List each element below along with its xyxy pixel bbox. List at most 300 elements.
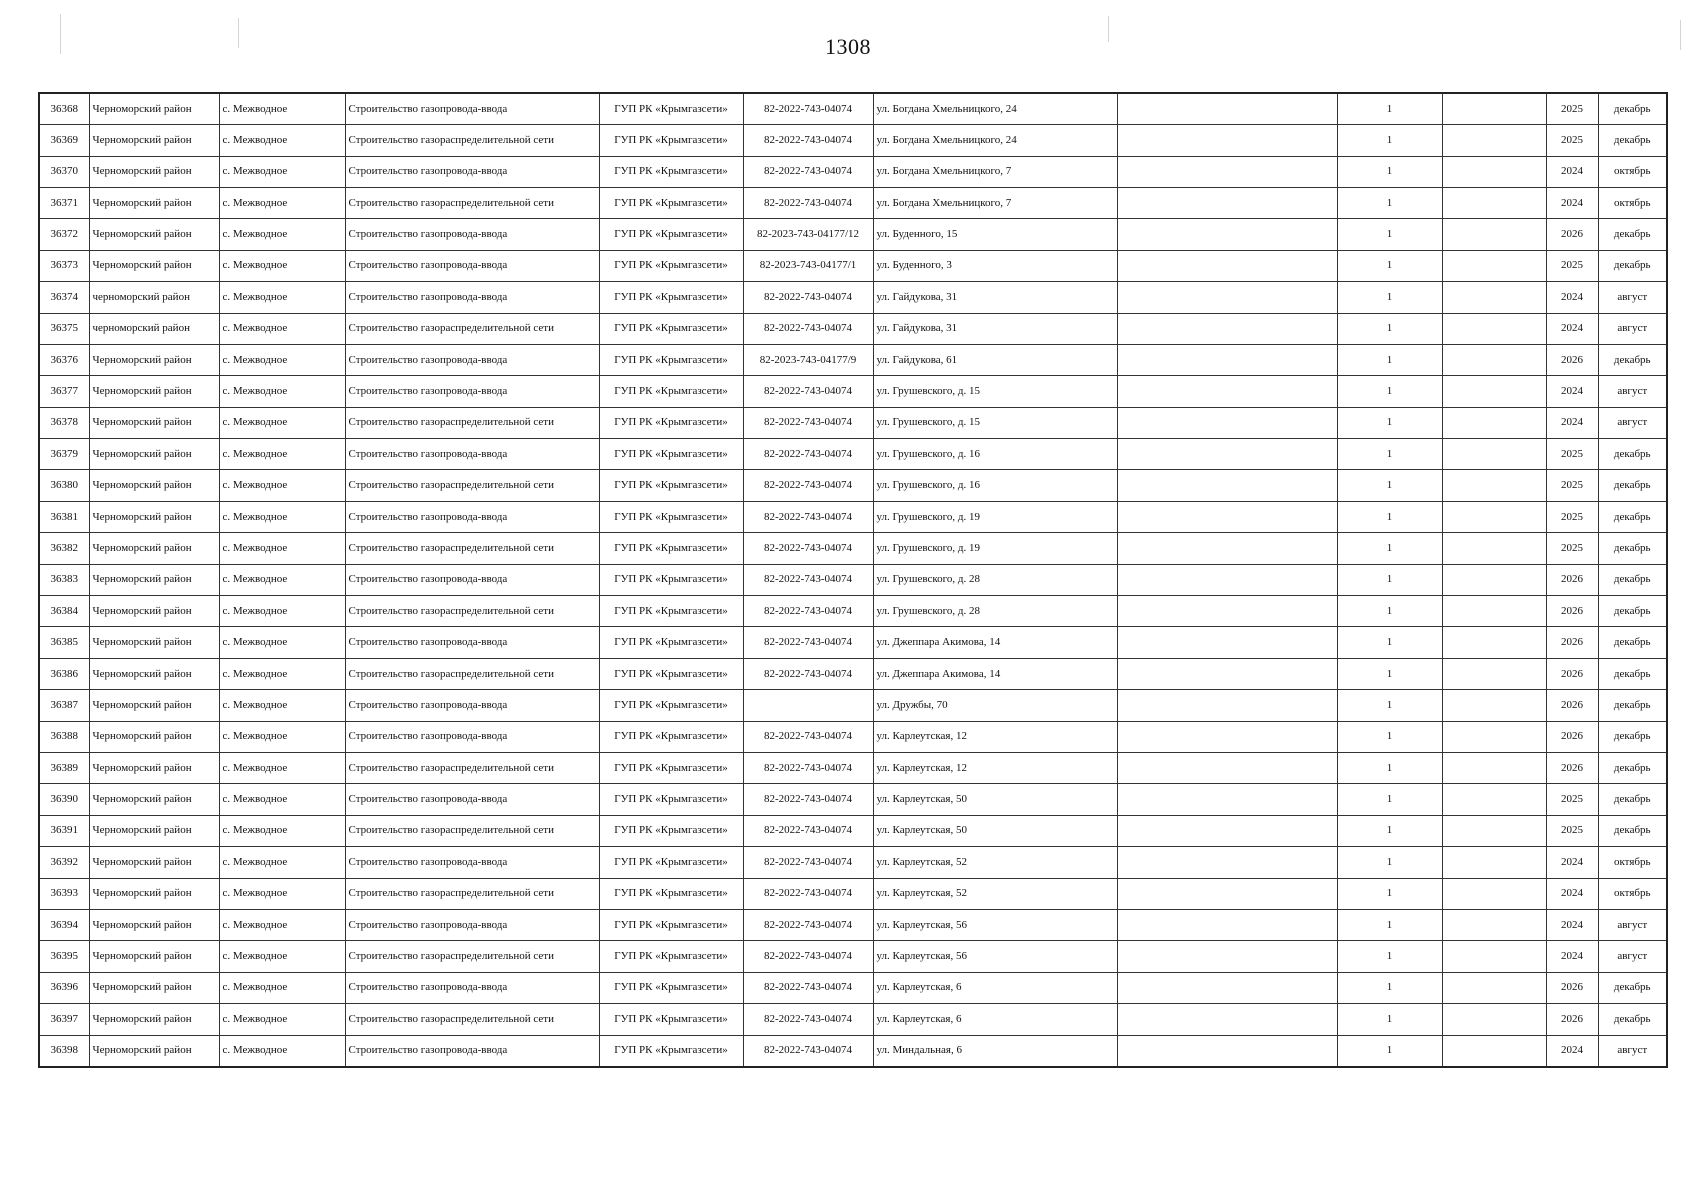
year-cell: 2026 bbox=[1546, 564, 1598, 595]
empty-cell bbox=[1117, 407, 1337, 438]
empty-cell bbox=[1442, 941, 1546, 972]
quantity-cell: 1 bbox=[1337, 533, 1442, 564]
table-row bbox=[39, 470, 1667, 501]
year-cell: 2026 bbox=[1546, 658, 1598, 689]
quantity-cell: 1 bbox=[1337, 784, 1442, 815]
table-row bbox=[39, 690, 1667, 721]
village-cell: с. Межводное bbox=[219, 658, 345, 689]
row-number: 36378 bbox=[39, 407, 89, 438]
empty-cell bbox=[1442, 470, 1546, 501]
register-table bbox=[38, 92, 1668, 1068]
address-cell: ул. Буденного, 15 bbox=[873, 219, 1117, 250]
village-cell: с. Межводное bbox=[219, 909, 345, 940]
organization-cell: ГУП РК «Крымгазсети» bbox=[599, 219, 743, 250]
empty-cell bbox=[1117, 439, 1337, 470]
year-cell: 2025 bbox=[1546, 784, 1598, 815]
organization-cell: ГУП РК «Крымгазсети» bbox=[599, 847, 743, 878]
organization-cell: ГУП РК «Крымгазсети» bbox=[599, 690, 743, 721]
address-cell: ул. Богдана Хмельницкого, 7 bbox=[873, 156, 1117, 187]
village-cell: с. Межводное bbox=[219, 501, 345, 532]
village-cell: с. Межводное bbox=[219, 533, 345, 564]
empty-cell bbox=[1442, 690, 1546, 721]
year-cell: 2024 bbox=[1546, 1035, 1598, 1067]
month-cell: август bbox=[1598, 909, 1667, 940]
row-number: 36370 bbox=[39, 156, 89, 187]
project-code-cell: 82-2022-743-04074 bbox=[743, 753, 873, 784]
empty-cell bbox=[1442, 439, 1546, 470]
empty-cell bbox=[1117, 125, 1337, 156]
table-row bbox=[39, 1004, 1667, 1035]
address-cell: ул. Грушевского, д. 19 bbox=[873, 501, 1117, 532]
empty-cell bbox=[1442, 596, 1546, 627]
address-cell: ул. Дружбы, 70 bbox=[873, 690, 1117, 721]
year-cell: 2025 bbox=[1546, 470, 1598, 501]
work-type-cell: Строительство газопровода-ввода bbox=[345, 847, 599, 878]
scan-artifact bbox=[1680, 20, 1681, 50]
row-number: 36376 bbox=[39, 344, 89, 375]
address-cell: ул. Джеппара Акимова, 14 bbox=[873, 627, 1117, 658]
table-row bbox=[39, 815, 1667, 846]
village-cell: с. Межводное bbox=[219, 313, 345, 344]
empty-cell bbox=[1442, 125, 1546, 156]
village-cell: с. Межводное bbox=[219, 93, 345, 125]
year-cell: 2024 bbox=[1546, 847, 1598, 878]
year-cell: 2025 bbox=[1546, 533, 1598, 564]
month-cell: август bbox=[1598, 282, 1667, 313]
quantity-cell: 1 bbox=[1337, 250, 1442, 281]
row-number: 36385 bbox=[39, 627, 89, 658]
district-cell: Черноморский район bbox=[89, 564, 219, 595]
work-type-cell: Строительство газораспределительной сети bbox=[345, 187, 599, 218]
quantity-cell: 1 bbox=[1337, 219, 1442, 250]
organization-cell: ГУП РК «Крымгазсети» bbox=[599, 407, 743, 438]
address-cell: ул. Карлеутская, 52 bbox=[873, 847, 1117, 878]
organization-cell: ГУП РК «Крымгазсети» bbox=[599, 156, 743, 187]
row-number: 36382 bbox=[39, 533, 89, 564]
address-cell: ул. Богдана Хмельницкого, 7 bbox=[873, 187, 1117, 218]
district-cell: Черноморский район bbox=[89, 533, 219, 564]
village-cell: с. Межводное bbox=[219, 815, 345, 846]
empty-cell bbox=[1117, 313, 1337, 344]
month-cell: декабрь bbox=[1598, 784, 1667, 815]
village-cell: с. Межводное bbox=[219, 219, 345, 250]
table-row bbox=[39, 627, 1667, 658]
month-cell: октябрь bbox=[1598, 847, 1667, 878]
organization-cell: ГУП РК «Крымгазсети» bbox=[599, 125, 743, 156]
district-cell: Черноморский район bbox=[89, 972, 219, 1003]
empty-cell bbox=[1442, 187, 1546, 218]
address-cell: ул. Грушевского, д. 15 bbox=[873, 376, 1117, 407]
work-type-cell: Строительство газопровода-ввода bbox=[345, 564, 599, 595]
row-number: 36395 bbox=[39, 941, 89, 972]
empty-cell bbox=[1117, 470, 1337, 501]
empty-cell bbox=[1442, 344, 1546, 375]
quantity-cell: 1 bbox=[1337, 690, 1442, 721]
empty-cell bbox=[1117, 784, 1337, 815]
row-number: 36368 bbox=[39, 93, 89, 125]
district-cell: Черноморский район bbox=[89, 1004, 219, 1035]
work-type-cell: Строительство газораспределительной сети bbox=[345, 533, 599, 564]
table-row bbox=[39, 219, 1667, 250]
quantity-cell: 1 bbox=[1337, 125, 1442, 156]
organization-cell: ГУП РК «Крымгазсети» bbox=[599, 784, 743, 815]
district-cell: Черноморский район bbox=[89, 125, 219, 156]
row-number: 36373 bbox=[39, 250, 89, 281]
month-cell: декабрь bbox=[1598, 721, 1667, 752]
empty-cell bbox=[1442, 250, 1546, 281]
empty-cell bbox=[1117, 564, 1337, 595]
row-number: 36379 bbox=[39, 439, 89, 470]
table-row bbox=[39, 564, 1667, 595]
work-type-cell: Строительство газораспределительной сети bbox=[345, 125, 599, 156]
district-cell: Черноморский район bbox=[89, 941, 219, 972]
district-cell: Черноморский район bbox=[89, 627, 219, 658]
project-code-cell: 82-2022-743-04074 bbox=[743, 596, 873, 627]
village-cell: с. Межводное bbox=[219, 125, 345, 156]
project-code-cell: 82-2022-743-04074 bbox=[743, 282, 873, 313]
table-row bbox=[39, 376, 1667, 407]
project-code-cell: 82-2022-743-04074 bbox=[743, 721, 873, 752]
row-number: 36377 bbox=[39, 376, 89, 407]
organization-cell: ГУП РК «Крымгазсети» bbox=[599, 972, 743, 1003]
table-row bbox=[39, 313, 1667, 344]
quantity-cell: 1 bbox=[1337, 847, 1442, 878]
empty-cell bbox=[1117, 187, 1337, 218]
organization-cell: ГУП РК «Крымгазсети» bbox=[599, 753, 743, 784]
work-type-cell: Строительство газопровода-ввода bbox=[345, 156, 599, 187]
year-cell: 2024 bbox=[1546, 187, 1598, 218]
work-type-cell: Строительство газопровода-ввода bbox=[345, 250, 599, 281]
quantity-cell: 1 bbox=[1337, 1035, 1442, 1067]
work-type-cell: Строительство газопровода-ввода bbox=[345, 439, 599, 470]
address-cell: ул. Грушевского, д. 28 bbox=[873, 596, 1117, 627]
village-cell: с. Межводное bbox=[219, 439, 345, 470]
scan-artifact bbox=[238, 18, 239, 48]
row-number: 36372 bbox=[39, 219, 89, 250]
empty-cell bbox=[1442, 627, 1546, 658]
empty-cell bbox=[1117, 753, 1337, 784]
address-cell: ул. Карлеутская, 50 bbox=[873, 784, 1117, 815]
empty-cell bbox=[1442, 219, 1546, 250]
address-cell: ул. Карлеутская, 12 bbox=[873, 753, 1117, 784]
work-type-cell: Строительство газопровода-ввода bbox=[345, 344, 599, 375]
address-cell: ул. Джеппара Акимова, 14 bbox=[873, 658, 1117, 689]
organization-cell: ГУП РК «Крымгазсети» bbox=[599, 627, 743, 658]
year-cell: 2024 bbox=[1546, 909, 1598, 940]
year-cell: 2024 bbox=[1546, 156, 1598, 187]
year-cell: 2024 bbox=[1546, 313, 1598, 344]
district-cell: Черноморский район bbox=[89, 439, 219, 470]
district-cell: черноморский район bbox=[89, 282, 219, 313]
row-number: 36374 bbox=[39, 282, 89, 313]
village-cell: с. Межводное bbox=[219, 878, 345, 909]
district-cell: Черноморский район bbox=[89, 501, 219, 532]
empty-cell bbox=[1117, 941, 1337, 972]
empty-cell bbox=[1442, 1004, 1546, 1035]
empty-cell bbox=[1442, 1035, 1546, 1067]
village-cell: с. Межводное bbox=[219, 690, 345, 721]
village-cell: с. Межводное bbox=[219, 187, 345, 218]
empty-cell bbox=[1442, 564, 1546, 595]
work-type-cell: Строительство газораспределительной сети bbox=[345, 658, 599, 689]
work-type-cell: Строительство газопровода-ввода bbox=[345, 972, 599, 1003]
register-table-wrapper bbox=[38, 92, 1666, 1068]
work-type-cell: Строительство газопровода-ввода bbox=[345, 219, 599, 250]
table-row bbox=[39, 878, 1667, 909]
empty-cell bbox=[1442, 282, 1546, 313]
quantity-cell: 1 bbox=[1337, 376, 1442, 407]
month-cell: декабрь bbox=[1598, 596, 1667, 627]
empty-cell bbox=[1442, 753, 1546, 784]
row-number: 36369 bbox=[39, 125, 89, 156]
table-row bbox=[39, 847, 1667, 878]
work-type-cell: Строительство газораспределительной сети bbox=[345, 815, 599, 846]
address-cell: ул. Карлеутская, 52 bbox=[873, 878, 1117, 909]
empty-cell bbox=[1117, 282, 1337, 313]
row-number: 36392 bbox=[39, 847, 89, 878]
project-code-cell: 82-2022-743-04074 bbox=[743, 187, 873, 218]
month-cell: август bbox=[1598, 313, 1667, 344]
address-cell: ул. Карлеутская, 6 bbox=[873, 1004, 1117, 1035]
empty-cell bbox=[1442, 533, 1546, 564]
quantity-cell: 1 bbox=[1337, 753, 1442, 784]
year-cell: 2025 bbox=[1546, 125, 1598, 156]
work-type-cell: Строительство газопровода-ввода bbox=[345, 93, 599, 125]
project-code-cell: 82-2022-743-04074 bbox=[743, 407, 873, 438]
table-row bbox=[39, 501, 1667, 532]
empty-cell bbox=[1442, 721, 1546, 752]
year-cell: 2025 bbox=[1546, 815, 1598, 846]
year-cell: 2024 bbox=[1546, 878, 1598, 909]
quantity-cell: 1 bbox=[1337, 941, 1442, 972]
work-type-cell: Строительство газопровода-ввода bbox=[345, 1035, 599, 1067]
year-cell: 2026 bbox=[1546, 1004, 1598, 1035]
village-cell: с. Межводное bbox=[219, 156, 345, 187]
empty-cell bbox=[1117, 93, 1337, 125]
district-cell: черноморский район bbox=[89, 313, 219, 344]
work-type-cell: Строительство газораспределительной сети bbox=[345, 1004, 599, 1035]
row-number: 36380 bbox=[39, 470, 89, 501]
work-type-cell: Строительство газопровода-ввода bbox=[345, 784, 599, 815]
year-cell: 2025 bbox=[1546, 93, 1598, 125]
table-row bbox=[39, 909, 1667, 940]
row-number: 36383 bbox=[39, 564, 89, 595]
work-type-cell: Строительство газопровода-ввода bbox=[345, 501, 599, 532]
project-code-cell: 82-2022-743-04074 bbox=[743, 439, 873, 470]
village-cell: с. Межводное bbox=[219, 753, 345, 784]
month-cell: декабрь bbox=[1598, 344, 1667, 375]
work-type-cell: Строительство газораспределительной сети bbox=[345, 753, 599, 784]
district-cell: Черноморский район bbox=[89, 1035, 219, 1067]
village-cell: с. Межводное bbox=[219, 721, 345, 752]
village-cell: с. Межводное bbox=[219, 250, 345, 281]
project-code-cell: 82-2023-743-04177/1 bbox=[743, 250, 873, 281]
year-cell: 2024 bbox=[1546, 376, 1598, 407]
organization-cell: ГУП РК «Крымгазсети» bbox=[599, 878, 743, 909]
month-cell: декабрь bbox=[1598, 93, 1667, 125]
project-code-cell: 82-2022-743-04074 bbox=[743, 941, 873, 972]
district-cell: Черноморский район bbox=[89, 753, 219, 784]
project-code-cell: 82-2022-743-04074 bbox=[743, 93, 873, 125]
row-number: 36393 bbox=[39, 878, 89, 909]
table-row bbox=[39, 93, 1667, 125]
work-type-cell: Строительство газопровода-ввода bbox=[345, 721, 599, 752]
empty-cell bbox=[1117, 376, 1337, 407]
quantity-cell: 1 bbox=[1337, 344, 1442, 375]
quantity-cell: 1 bbox=[1337, 815, 1442, 846]
row-number: 36394 bbox=[39, 909, 89, 940]
work-type-cell: Строительство газораспределительной сети bbox=[345, 470, 599, 501]
project-code-cell: 82-2022-743-04074 bbox=[743, 313, 873, 344]
district-cell: Черноморский район bbox=[89, 407, 219, 438]
month-cell: август bbox=[1598, 376, 1667, 407]
year-cell: 2024 bbox=[1546, 407, 1598, 438]
table-row bbox=[39, 784, 1667, 815]
address-cell: ул. Карлеутская, 12 bbox=[873, 721, 1117, 752]
project-code-cell: 82-2022-743-04074 bbox=[743, 1035, 873, 1067]
address-cell: ул. Гайдукова, 61 bbox=[873, 344, 1117, 375]
row-number: 36398 bbox=[39, 1035, 89, 1067]
empty-cell bbox=[1117, 847, 1337, 878]
quantity-cell: 1 bbox=[1337, 470, 1442, 501]
district-cell: Черноморский район bbox=[89, 376, 219, 407]
organization-cell: ГУП РК «Крымгазсети» bbox=[599, 596, 743, 627]
project-code-cell bbox=[743, 690, 873, 721]
month-cell: декабрь bbox=[1598, 564, 1667, 595]
empty-cell bbox=[1117, 721, 1337, 752]
empty-cell bbox=[1442, 972, 1546, 1003]
quantity-cell: 1 bbox=[1337, 909, 1442, 940]
district-cell: Черноморский район bbox=[89, 878, 219, 909]
village-cell: с. Межводное bbox=[219, 282, 345, 313]
village-cell: с. Межводное bbox=[219, 972, 345, 1003]
project-code-cell: 82-2023-743-04177/12 bbox=[743, 219, 873, 250]
village-cell: с. Межводное bbox=[219, 470, 345, 501]
table-row bbox=[39, 156, 1667, 187]
district-cell: Черноморский район bbox=[89, 156, 219, 187]
organization-cell: ГУП РК «Крымгазсети» bbox=[599, 501, 743, 532]
empty-cell bbox=[1442, 93, 1546, 125]
project-code-cell: 82-2022-743-04074 bbox=[743, 501, 873, 532]
table-row bbox=[39, 187, 1667, 218]
quantity-cell: 1 bbox=[1337, 627, 1442, 658]
table-row bbox=[39, 344, 1667, 375]
work-type-cell: Строительство газораспределительной сети bbox=[345, 407, 599, 438]
quantity-cell: 1 bbox=[1337, 878, 1442, 909]
year-cell: 2025 bbox=[1546, 250, 1598, 281]
project-code-cell: 82-2022-743-04074 bbox=[743, 627, 873, 658]
year-cell: 2026 bbox=[1546, 344, 1598, 375]
organization-cell: ГУП РК «Крымгазсети» bbox=[599, 187, 743, 218]
table-row bbox=[39, 407, 1667, 438]
month-cell: декабрь bbox=[1598, 690, 1667, 721]
row-number: 36397 bbox=[39, 1004, 89, 1035]
project-code-cell: 82-2022-743-04074 bbox=[743, 972, 873, 1003]
work-type-cell: Строительство газопровода-ввода bbox=[345, 690, 599, 721]
project-code-cell: 82-2023-743-04177/9 bbox=[743, 344, 873, 375]
address-cell: ул. Карлеутская, 6 bbox=[873, 972, 1117, 1003]
row-number: 36384 bbox=[39, 596, 89, 627]
row-number: 36396 bbox=[39, 972, 89, 1003]
address-cell: ул. Грушевского, д. 19 bbox=[873, 533, 1117, 564]
scan-artifact bbox=[1108, 16, 1109, 42]
table-row bbox=[39, 721, 1667, 752]
year-cell: 2026 bbox=[1546, 690, 1598, 721]
empty-cell bbox=[1442, 909, 1546, 940]
row-number: 36389 bbox=[39, 753, 89, 784]
project-code-cell: 82-2022-743-04074 bbox=[743, 1004, 873, 1035]
quantity-cell: 1 bbox=[1337, 187, 1442, 218]
district-cell: Черноморский район bbox=[89, 847, 219, 878]
address-cell: ул. Богдана Хмельницкого, 24 bbox=[873, 93, 1117, 125]
page-number: 1308 bbox=[825, 34, 871, 59]
year-cell: 2026 bbox=[1546, 753, 1598, 784]
organization-cell: ГУП РК «Крымгазсети» bbox=[599, 941, 743, 972]
row-number: 36381 bbox=[39, 501, 89, 532]
village-cell: с. Межводное bbox=[219, 941, 345, 972]
month-cell: декабрь bbox=[1598, 972, 1667, 1003]
row-number: 36387 bbox=[39, 690, 89, 721]
organization-cell: ГУП РК «Крымгазсети» bbox=[599, 658, 743, 689]
work-type-cell: Строительство газопровода-ввода bbox=[345, 282, 599, 313]
organization-cell: ГУП РК «Крымгазсети» bbox=[599, 282, 743, 313]
row-number: 36375 bbox=[39, 313, 89, 344]
month-cell: декабрь bbox=[1598, 815, 1667, 846]
month-cell: декабрь bbox=[1598, 219, 1667, 250]
address-cell: ул. Миндальная, 6 bbox=[873, 1035, 1117, 1067]
empty-cell bbox=[1117, 156, 1337, 187]
address-cell: ул. Богдана Хмельницкого, 24 bbox=[873, 125, 1117, 156]
work-type-cell: Строительство газопровода-ввода bbox=[345, 376, 599, 407]
month-cell: октябрь bbox=[1598, 187, 1667, 218]
year-cell: 2026 bbox=[1546, 627, 1598, 658]
village-cell: с. Межводное bbox=[219, 1035, 345, 1067]
month-cell: декабрь bbox=[1598, 501, 1667, 532]
month-cell: декабрь bbox=[1598, 125, 1667, 156]
empty-cell bbox=[1442, 501, 1546, 532]
project-code-cell: 82-2022-743-04074 bbox=[743, 470, 873, 501]
project-code-cell: 82-2022-743-04074 bbox=[743, 847, 873, 878]
project-code-cell: 82-2022-743-04074 bbox=[743, 815, 873, 846]
empty-cell bbox=[1117, 219, 1337, 250]
address-cell: ул. Гайдукова, 31 bbox=[873, 282, 1117, 313]
district-cell: Черноморский район bbox=[89, 658, 219, 689]
organization-cell: ГУП РК «Крымгазсети» bbox=[599, 376, 743, 407]
row-number: 36390 bbox=[39, 784, 89, 815]
table-row bbox=[39, 250, 1667, 281]
empty-cell bbox=[1117, 1035, 1337, 1067]
year-cell: 2024 bbox=[1546, 282, 1598, 313]
project-code-cell: 82-2022-743-04074 bbox=[743, 156, 873, 187]
quantity-cell: 1 bbox=[1337, 439, 1442, 470]
project-code-cell: 82-2022-743-04074 bbox=[743, 784, 873, 815]
table-row bbox=[39, 125, 1667, 156]
address-cell: ул. Буденного, 3 bbox=[873, 250, 1117, 281]
table-row bbox=[39, 439, 1667, 470]
district-cell: Черноморский район bbox=[89, 250, 219, 281]
village-cell: с. Межводное bbox=[219, 344, 345, 375]
district-cell: Черноморский район bbox=[89, 784, 219, 815]
month-cell: декабрь bbox=[1598, 753, 1667, 784]
row-number: 36388 bbox=[39, 721, 89, 752]
year-cell: 2024 bbox=[1546, 941, 1598, 972]
empty-cell bbox=[1117, 658, 1337, 689]
organization-cell: ГУП РК «Крымгазсети» bbox=[599, 250, 743, 281]
year-cell: 2025 bbox=[1546, 439, 1598, 470]
address-cell: ул. Карлеутская, 50 bbox=[873, 815, 1117, 846]
project-code-cell: 82-2022-743-04074 bbox=[743, 125, 873, 156]
empty-cell bbox=[1442, 156, 1546, 187]
